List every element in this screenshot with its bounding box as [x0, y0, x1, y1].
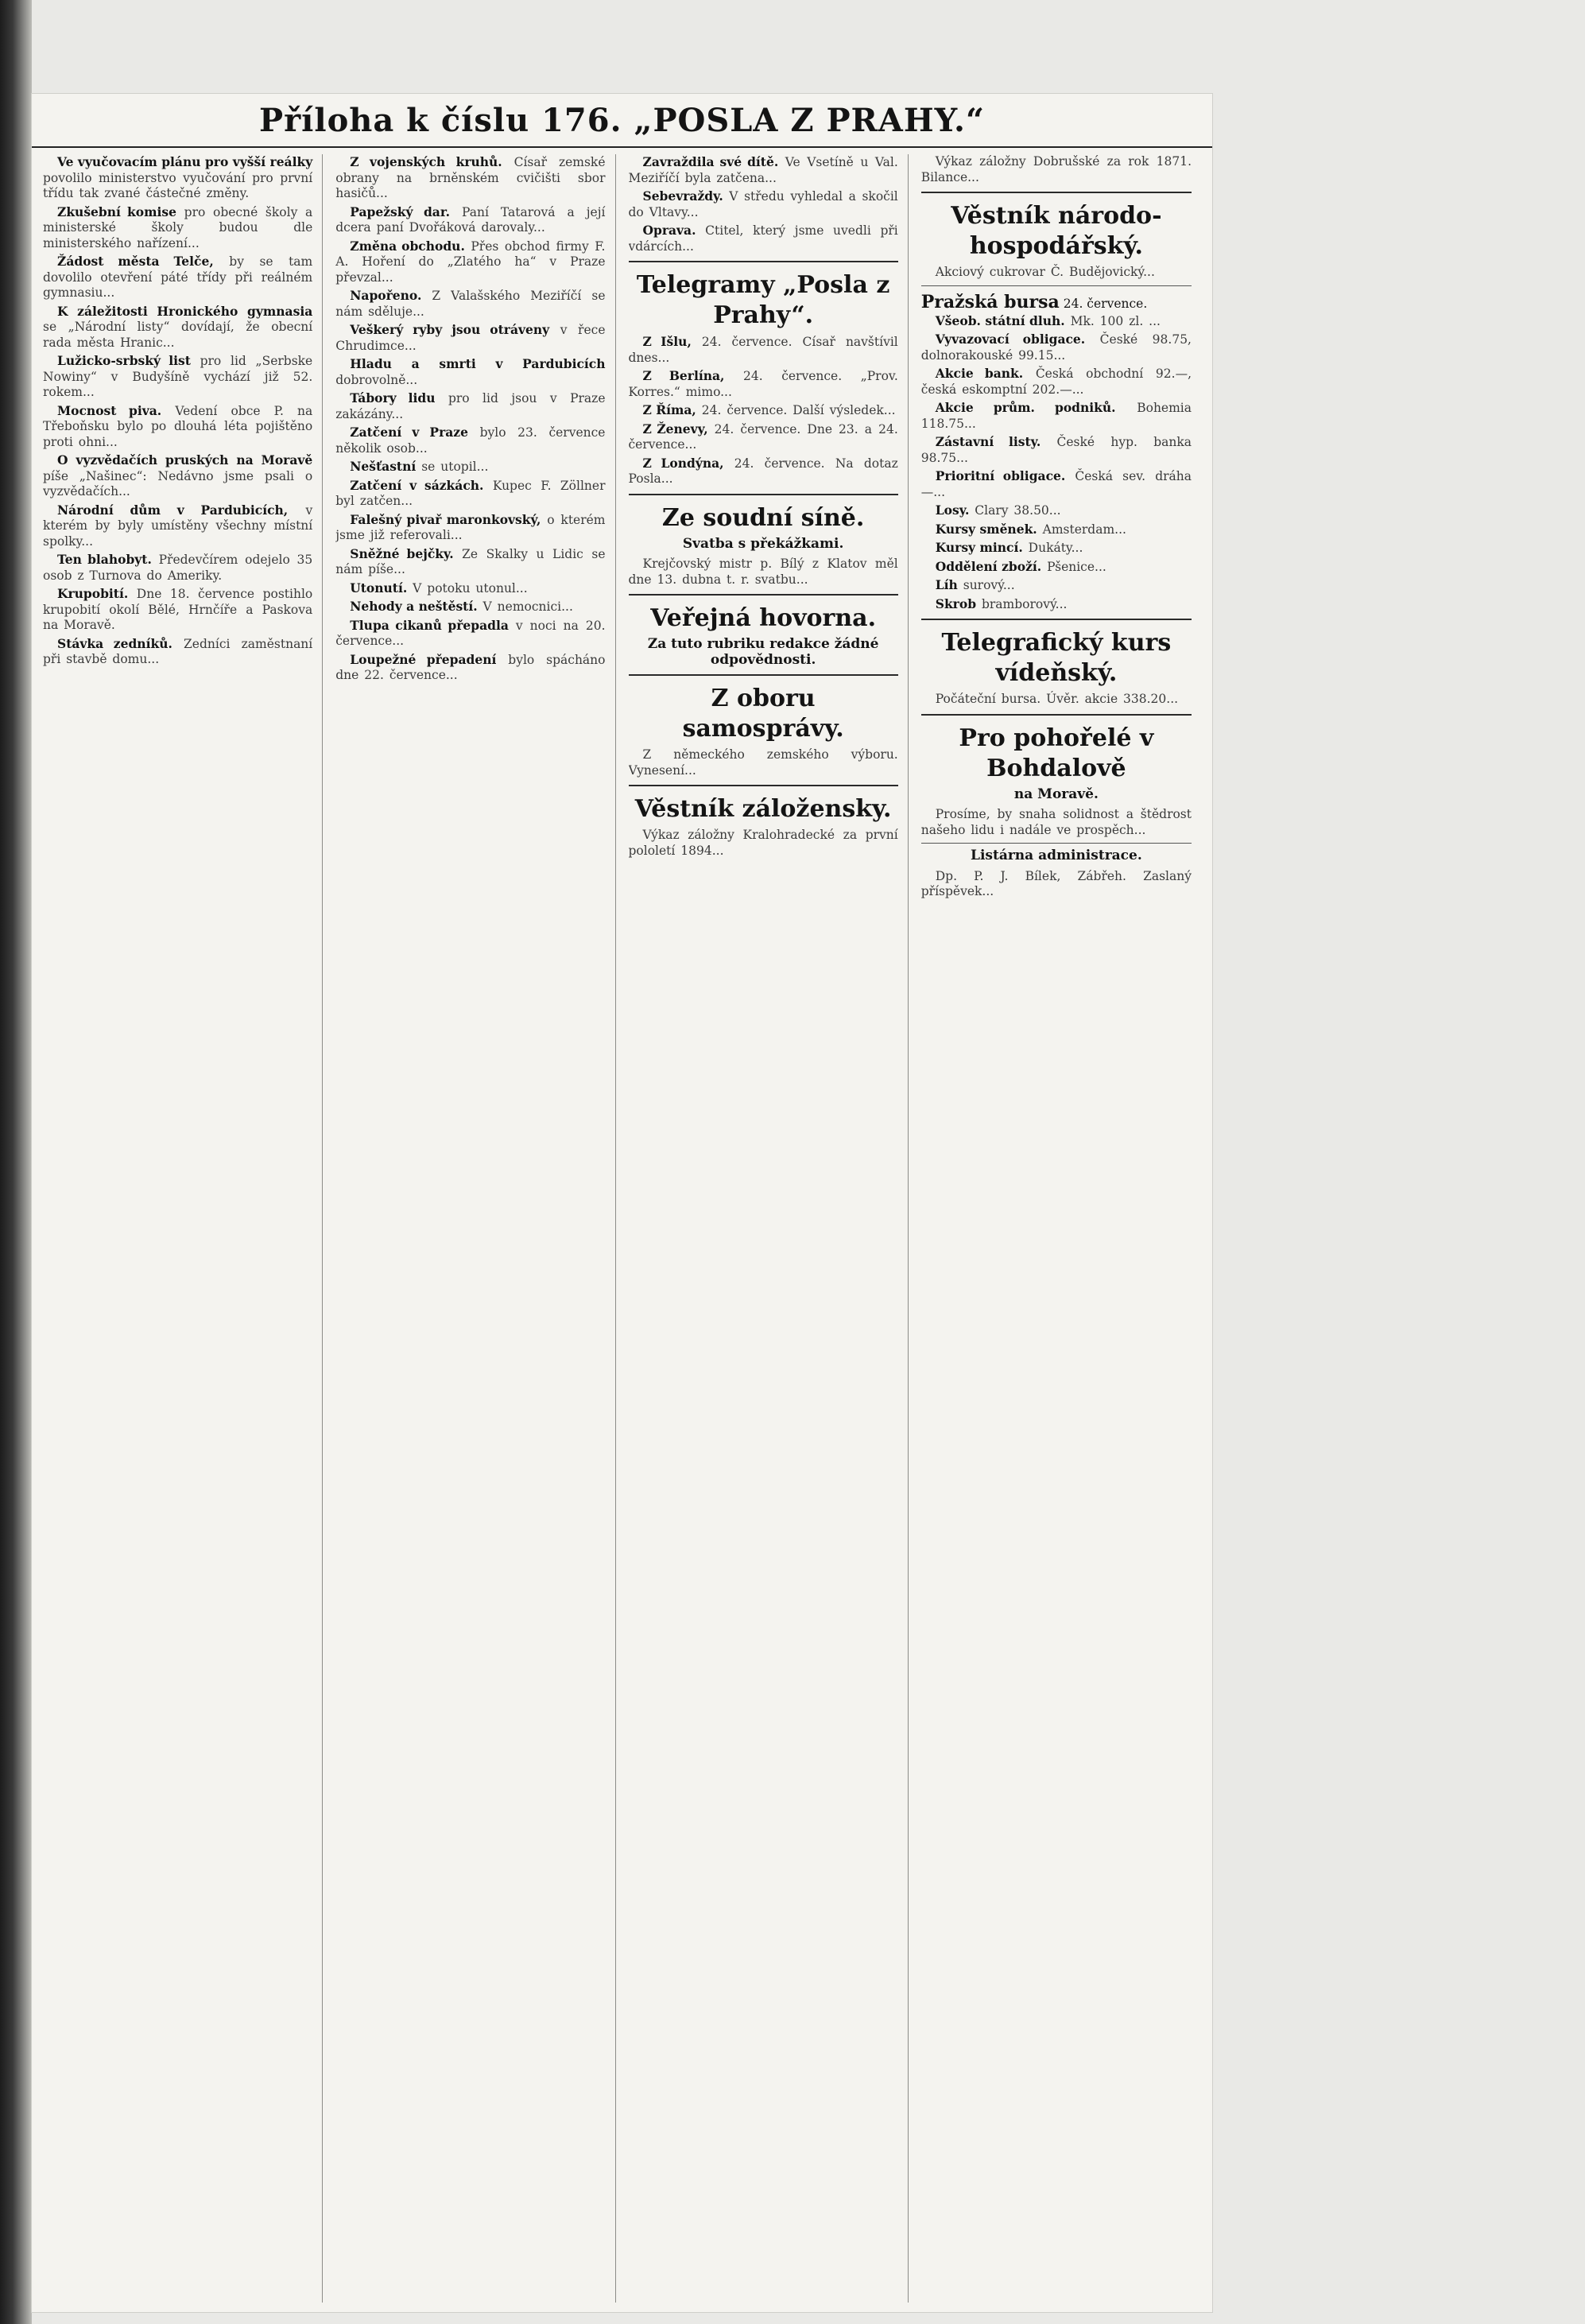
article-lead: Ten blahobyt.: [57, 552, 152, 567]
bourse-text: Amsterdam...: [1037, 522, 1126, 537]
col4-top-text: Výkaz záložny Dobrušské za rok 1871. Bilance...: [920, 154, 1192, 184]
col2-article: [335, 288, 605, 320]
article-text: píše „Našinec“: Nedávno jsme psali o vyzvědačích...: [43, 468, 313, 499]
binding-edge: [0, 0, 32, 2324]
telegram-article: [629, 456, 898, 487]
article-lead: Napořeno.: [350, 288, 422, 303]
article-lead: Papežský dar.: [350, 204, 450, 219]
bourse-text: České hyp. banka 98.75...: [920, 435, 1192, 465]
article-lead: Lužicko-srbský list: [57, 353, 191, 368]
bourse-section: [921, 434, 1192, 466]
bank-text: Výkaz záložny Kralohradecké za první pololetí 1894...: [628, 828, 898, 858]
bourse-text: Česká obchodní 92.—, česká eskomptní 202.—...: [920, 367, 1192, 397]
bourse-section: [921, 366, 1192, 398]
telegrams-title: Telegramy „Posla z Prahy“.: [636, 271, 890, 329]
bourse-head: Akcie prům. podniků.: [935, 400, 1116, 415]
bourse-head: Líh: [935, 577, 958, 592]
col2-article: [335, 618, 605, 650]
article-text: povolilo ministerstvo vyučování pro první třídu tak zvané částečné změny.: [43, 170, 313, 200]
col1-article: [43, 586, 312, 634]
article-text: se „Národní listy“ dovídají, že obecní rada města Hranic...: [43, 320, 313, 350]
col1-article: [43, 154, 312, 202]
fire-subtitle: na Moravě.: [1013, 786, 1099, 802]
article-text: pro lid „Serbske Nowiny“ v Budyšíně vychází již 52. rokem...: [43, 354, 313, 399]
col1-article: [43, 452, 312, 500]
col2-article: [335, 204, 605, 236]
col2-article: [335, 239, 605, 286]
bourse-head: Vyvazovací obligace.: [935, 332, 1086, 347]
admin-text: Dp. P. J. Bílek, Zábřeh. Zaslaný příspěvek...: [920, 868, 1192, 898]
col2-article: [335, 154, 605, 202]
column-4: [921, 154, 1201, 2303]
bourse-head: Losy.: [935, 502, 970, 518]
article-text: v kterém by byly umístěny všechny místní spolky...: [43, 502, 313, 549]
article-lead: Změna obchodu.: [350, 238, 465, 254]
court-title: Ze soudní síně.: [661, 503, 865, 532]
divider: [629, 785, 898, 786]
col2-article: [335, 356, 605, 388]
col1-article: [43, 304, 312, 351]
bourse-head: Oddělení zboží.: [935, 558, 1042, 574]
col1-article: [43, 254, 312, 301]
article-lead: Nešťastní: [350, 459, 417, 474]
bourse-section: [921, 577, 1192, 594]
col3-article: [629, 154, 898, 186]
article-text: Ve Vsetíně u Val. Meziříčí byla zatčena...: [628, 155, 898, 185]
bourse-text: Bohemia 118.75...: [920, 401, 1192, 431]
bourse-section: [921, 596, 1192, 613]
selfgov-title: Z oboru samosprávy.: [682, 685, 844, 743]
article-text: o kterém jsme již referovali...: [335, 512, 606, 542]
admin-title: Listárna administrace.: [971, 848, 1142, 863]
article-text: Přes obchod firmy F. A. Hoření do „Zlatého ha“ v Praze převzal...: [335, 239, 606, 285]
article-lead: Sebevraždy.: [642, 188, 723, 204]
article-lead: Oprava.: [642, 223, 696, 238]
article-lead: Z Ženevy,: [642, 421, 708, 436]
bourse-date: 24. července.: [1063, 296, 1148, 311]
article-text: Ctitel, který jsme uvedli při vdárcích...: [628, 223, 898, 254]
article-lead: Krupobití.: [57, 586, 129, 601]
col1-article: [43, 204, 312, 252]
vienna-title: Telegrafický kurs vídeňský.: [941, 629, 1172, 687]
bourse-head: Zástavní listy.: [935, 434, 1041, 449]
article-lead: Zatčení v Praze: [350, 425, 468, 440]
bourse-text: surový...: [957, 578, 1015, 592]
article-text: Dne 18. července postihlo krupobití okolí Bělé, Hrnčíře a Paskova na Moravě.: [43, 587, 313, 632]
col2-article: [335, 390, 605, 422]
bourse-head: Prioritní obligace.: [935, 468, 1066, 483]
article-text: se utopil...: [416, 460, 489, 474]
bourse-text: Mk. 100 zl. ...: [1064, 313, 1161, 328]
article-lead: Žádost města Telče,: [57, 254, 214, 269]
col3-article: [629, 188, 898, 220]
article-lead: Národní dům v Pardubicích,: [57, 502, 289, 518]
article-text: dobrovolně...: [335, 372, 418, 387]
article-lead: Zatčení v sázkách.: [350, 477, 484, 493]
article-text: Vedení obce P. na Třeboňsku bylo po dlouhá léta pojištěno proti ohni...: [43, 403, 313, 449]
article-lead: Utonutí.: [350, 580, 408, 596]
divider: [921, 285, 1192, 286]
col1-article: [43, 636, 312, 668]
article-text: V potoku utonul...: [407, 580, 528, 596]
article-lead: Z Říma,: [642, 402, 696, 417]
divider: [629, 674, 898, 676]
article-text: 24. července. Další výsledek...: [696, 403, 896, 417]
divider: [629, 261, 898, 262]
bourse-text: České 98.75, dolnorakouské 99.15...: [920, 332, 1192, 363]
telegram-article: [629, 368, 898, 400]
divider: [629, 594, 898, 596]
article-text: Paní Tatarová a její dcera paní Dvořáková darovaly...: [335, 204, 606, 235]
article-lead: Veškerý ryby jsou otráveny: [350, 322, 550, 337]
col2-article: [335, 599, 605, 615]
article-text: 24. července. „Prov. Korres.“ mimo...: [628, 369, 898, 399]
article-text: by se tam dovolilo otevření páté třídy při reálném gymnasiu...: [43, 254, 313, 300]
col2-article: [335, 546, 605, 578]
divider: [629, 494, 898, 495]
bourse-section: [921, 400, 1192, 432]
bourse-title: Pražská bursa: [920, 291, 1060, 312]
article-text: Kupec F. Zöllner byl zatčen...: [335, 478, 606, 508]
bourse-text: Česká sev. dráha —...: [920, 469, 1192, 499]
article-lead: Hladu a smrti v Pardubicích: [350, 356, 606, 371]
article-lead: Falešný pivař maronkovský,: [350, 511, 541, 527]
article-lead: Nehody a neštěstí.: [350, 599, 478, 614]
forum-subtitle: Za tuto rubriku redakce žádné odpovědnosti.: [647, 636, 879, 668]
article-lead: Zkušební komise: [57, 204, 176, 219]
article-text: Předevčírem odejelo 35 osob z Turnova do Ameriky.: [43, 553, 313, 583]
econ-text: Akciový cukrovar Č. Budějovický...: [935, 265, 1155, 279]
article-lead: Stávka zedníků.: [57, 635, 172, 651]
article-text: v řece Chrudimce...: [335, 323, 606, 353]
article-text: Ze Skalky u Lidic se nám píše...: [335, 546, 606, 576]
econ-title: Věstník národo-hospodářský.: [951, 202, 1162, 260]
bourse-head: Všeob. státní dluh.: [935, 312, 1065, 328]
divider: [921, 843, 1192, 844]
bourse-text: Dukáty...: [1022, 541, 1083, 555]
article-text: 24. července. Dne 23. a 24. července...: [628, 421, 898, 452]
bourse-section: [921, 559, 1192, 576]
article-lead: Z vojenských kruhů.: [350, 154, 502, 169]
bourse-section: [921, 522, 1192, 538]
article-lead: Z Išlu,: [642, 334, 692, 349]
bourse-text: Clary 38.50...: [969, 503, 1061, 518]
col2-article: [335, 425, 605, 456]
article-lead: Mocnost piva.: [57, 402, 162, 418]
page-title: Příloha k číslu 176. „POSLA Z PRAHY.“: [32, 102, 1212, 148]
article-lead: Z Londýna,: [642, 455, 724, 471]
article-text: bylo 23. července několik osob...: [335, 425, 606, 456]
article-text: 24. července. Na dotaz Posla...: [628, 456, 898, 486]
col3-article: [629, 223, 898, 254]
bourse-section: [921, 468, 1192, 500]
col1-article: [43, 552, 312, 584]
article-lead: O vyzvědačích pruských na Moravě: [57, 452, 313, 468]
column-3: [629, 154, 909, 2303]
bourse-section: [921, 540, 1192, 557]
article-lead: Z Berlína,: [642, 368, 725, 383]
telegram-article: [629, 334, 898, 366]
col2-article: [335, 652, 605, 684]
vienna-text: Počáteční bursa. Úvěr. akcie 338.20...: [935, 692, 1179, 706]
bourse-head: Kursy směnek.: [935, 521, 1037, 537]
telegram-article: [629, 421, 898, 453]
court-text: Krejčovský mistr p. Bílý z Klatov měl dne 13. dubna t. r. svatbu...: [628, 557, 898, 587]
article-text: V nemocnici...: [477, 599, 573, 614]
divider: [921, 192, 1192, 193]
divider: [921, 619, 1192, 620]
bourse-head: Akcie bank.: [935, 366, 1024, 381]
col1-article: [43, 403, 312, 451]
col2-article: [335, 512, 605, 544]
fire-title: Pro pohořelé v Bohdalově: [959, 724, 1154, 782]
article-text: V středu vyhledal a skočil do Vltavy...: [628, 189, 898, 219]
bourse-head: Kursy mincí.: [935, 540, 1023, 555]
telegram-article: [629, 402, 898, 419]
bourse-text: bramborový...: [976, 596, 1068, 611]
article-text: 24. července. Císař navštívil dnes...: [628, 335, 898, 365]
col2-article: [335, 580, 605, 597]
article-text: pro lid jsou v Praze zakázány...: [335, 391, 606, 421]
fire-text: Prosíme, by snaha solidnost a štědrost našeho lidu i nadále ve prospěch...: [920, 807, 1192, 837]
newspaper-page: [32, 94, 1212, 2312]
col1-article: [43, 502, 312, 550]
bourse-text: Pšenice...: [1041, 559, 1106, 574]
article-lead: Tábory lidu: [350, 390, 436, 405]
col2-article: [335, 478, 605, 510]
forum-title: Veřejná hovorna.: [650, 604, 877, 632]
article-lead: Ve vyučovacím plánu pro vyšší reálky: [57, 154, 313, 169]
divider: [921, 714, 1192, 716]
article-lead: Zavraždila své dítě.: [642, 154, 779, 169]
article-text: pro obecné školy a ministerské školy budou dle ministerského nařízení...: [43, 204, 313, 250]
article-lead: Tlupa cikanů přepadla: [350, 617, 509, 633]
col2-article: [335, 459, 605, 475]
bourse-section: [921, 313, 1192, 330]
article-lead: Sněžné bejčky.: [350, 545, 454, 561]
bourse-head: Skrob: [935, 596, 977, 611]
column-2: [335, 154, 615, 2303]
bourse-section: [921, 332, 1192, 363]
article-text: v noci na 20. července...: [335, 618, 606, 648]
article-text: Zedníci zaměstnaní při stavbě domu...: [43, 636, 313, 666]
columns: [43, 154, 1201, 2303]
col2-article: [335, 322, 605, 354]
article-text: bylo spácháno dne 22. července...: [335, 652, 606, 682]
selfgov-text: Z německého zemského výboru. Vynesení...: [628, 747, 898, 778]
bank-title: Věstník záložensky.: [634, 795, 892, 823]
article-lead: K záležitosti Hronického gymnasia: [57, 303, 313, 319]
col1-article: [43, 353, 312, 401]
article-text: Císař zemské obrany na brněnském cvičišti sbor hasičů...: [335, 155, 606, 200]
column-1: [43, 154, 323, 2303]
bourse-section: [921, 502, 1192, 519]
article-text: Z Valašského Meziříčí se nám sděluje...: [335, 289, 606, 319]
court-subtitle: Svatba s překážkami.: [682, 535, 844, 552]
article-lead: Loupežné přepadení: [350, 651, 497, 667]
